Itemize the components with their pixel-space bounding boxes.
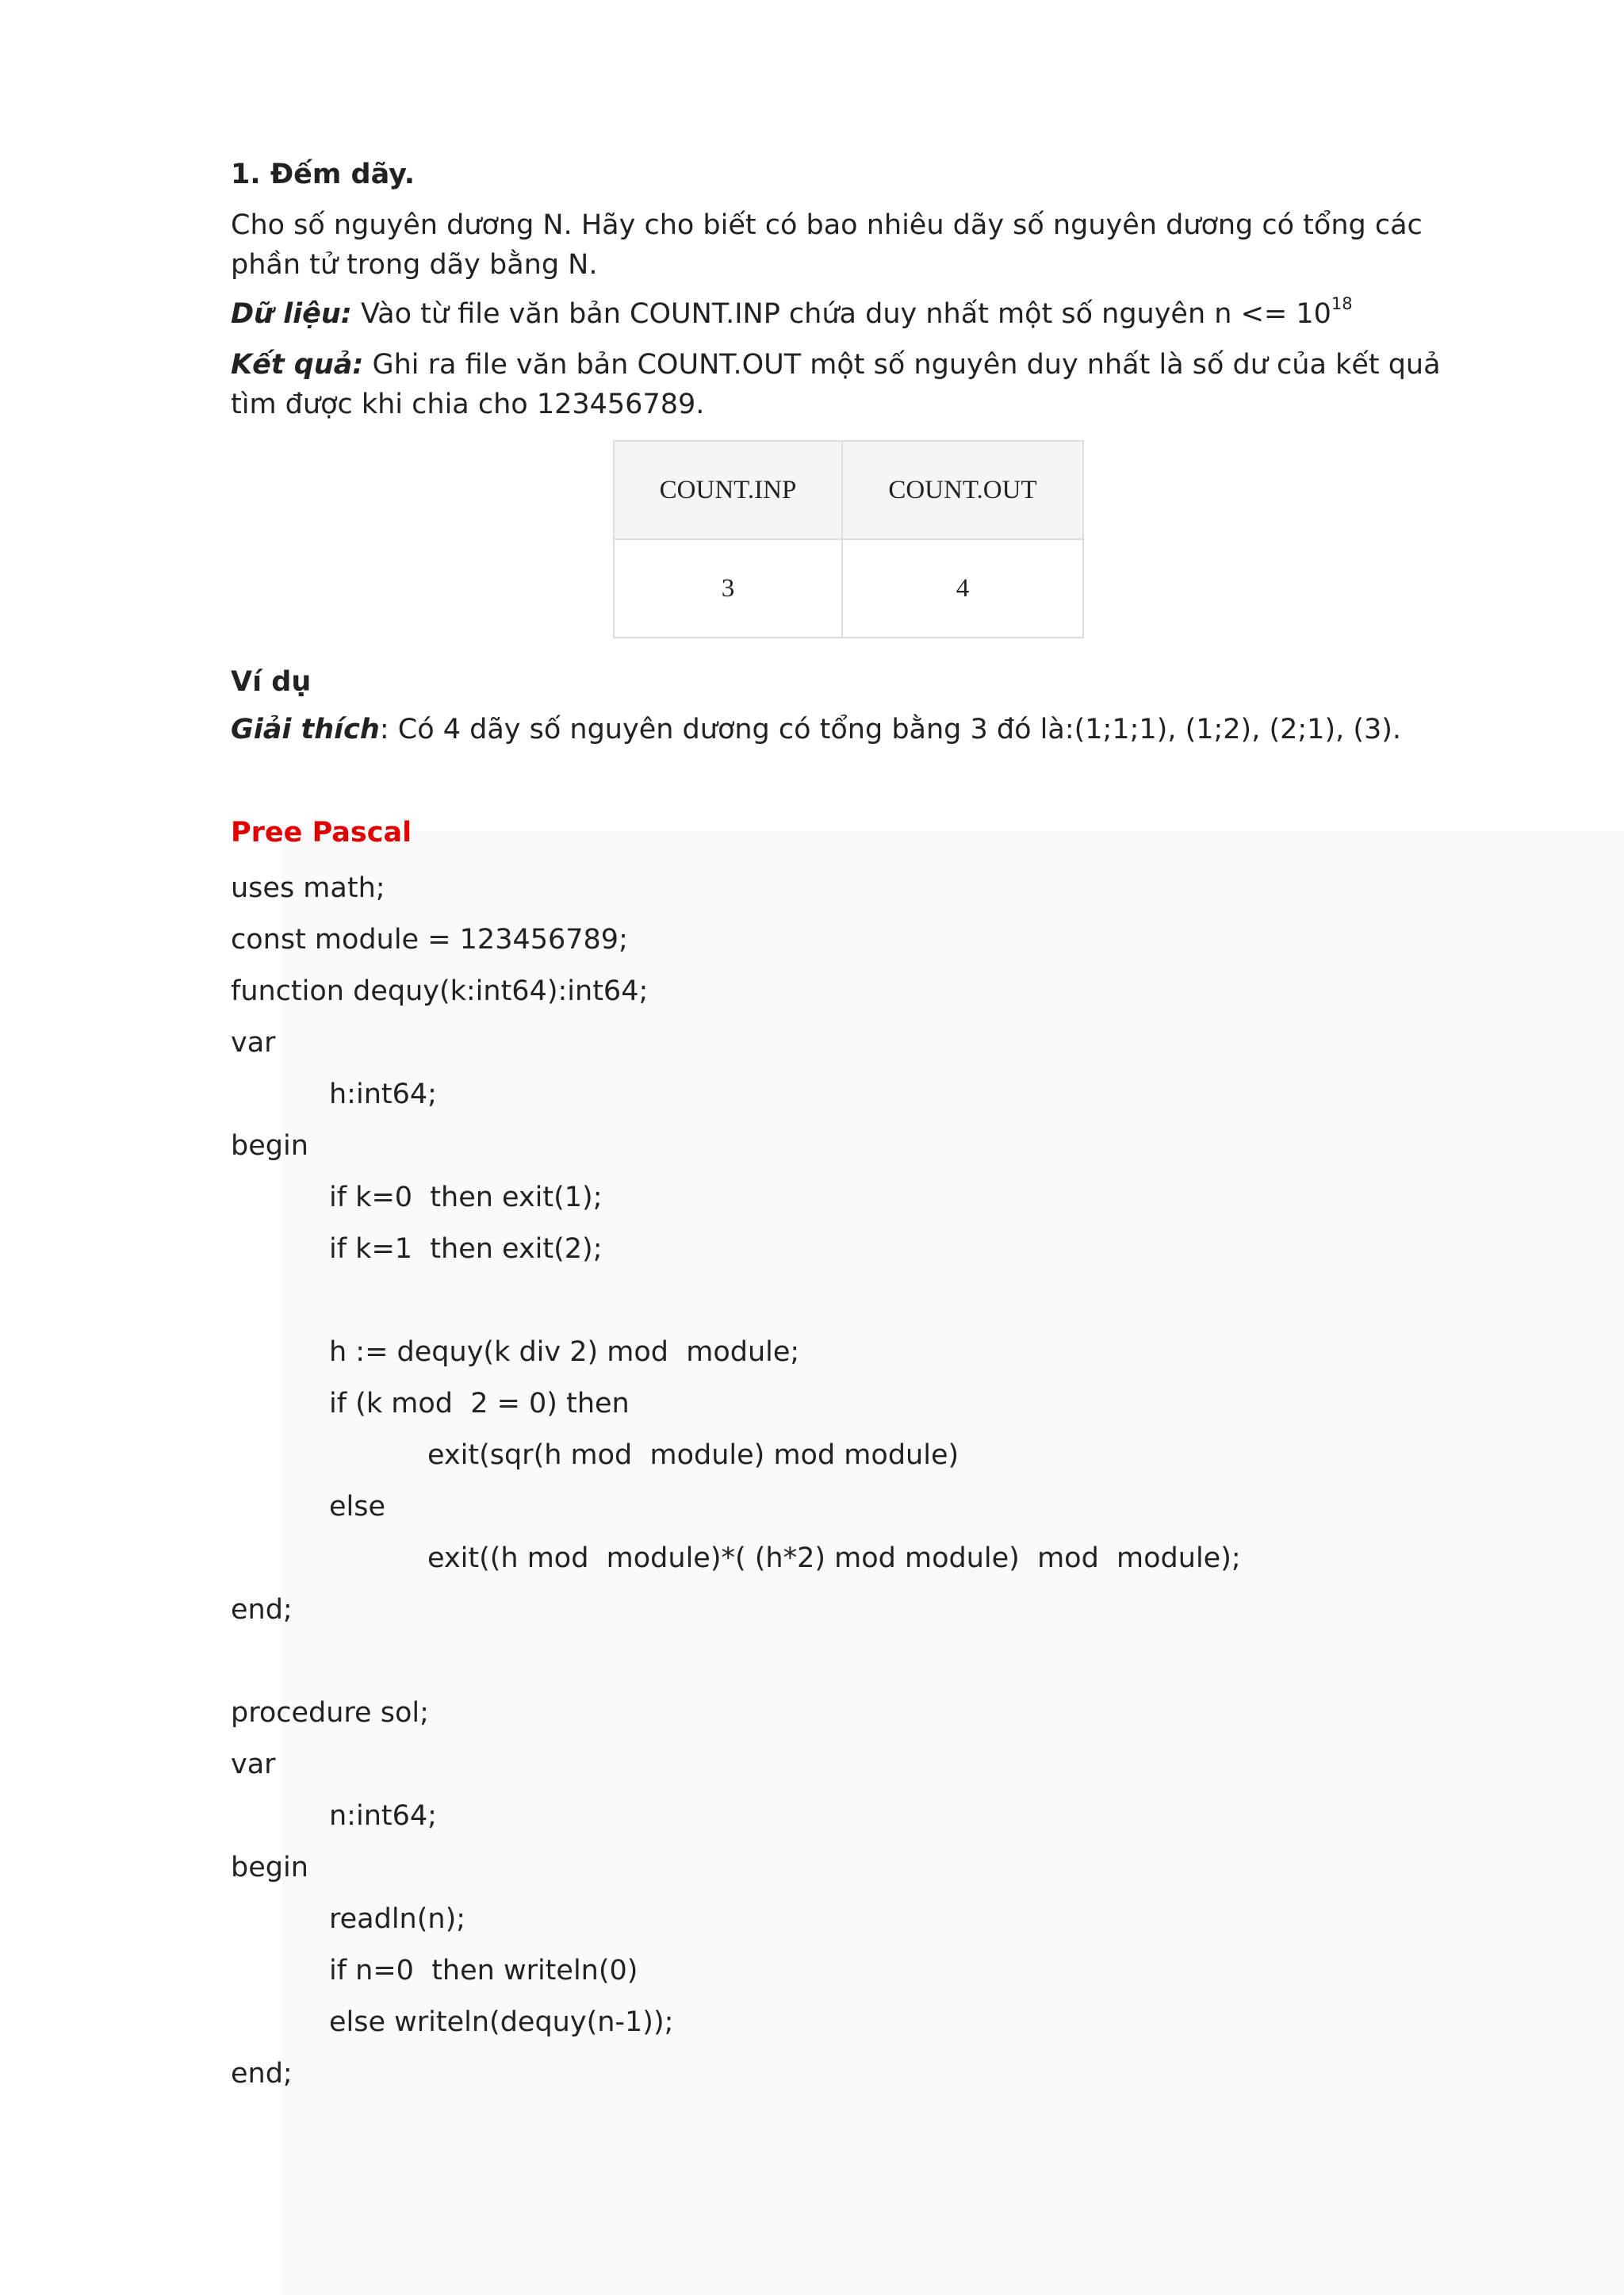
code-block [231,868,1241,2105]
code-line: if k=1 then exit(2); [329,1233,603,1265]
code-line: h:int64; [329,1079,437,1110]
explain-text: : Có 4 dãy số nguyên dương có tổng bằng 3 đó là:(1;1;1), (1;2), (2;1), (3). [379,714,1402,745]
code-line: exit((h mod module)*( (h*2) mod module) mod module); [427,1542,1241,1574]
code-line: if n=0 then writeln(0) [329,1955,638,1987]
problem-title: 1. Đếm dãy. [231,159,416,190]
code-line: n:int64; [329,1800,437,1832]
code-line: procedure sol; [231,1697,429,1729]
document-body [231,155,1468,424]
table-cell-output: 4 [842,539,1083,638]
code-line: h := dequy(k div 2) mod module; [329,1336,800,1368]
code-line: begin [231,1130,308,1162]
code-line: exit(sqr(h mod module) mod module) [427,1439,959,1471]
code-line [231,1281,1241,1332]
code-line: if k=0 then exit(1); [329,1182,603,1213]
code-line: readln(n); [329,1903,466,1935]
output-text: Ghi ra file văn bản COUNT.OUT một số nguyên duy nhất là số dư của kết quả tìm được khi chia cho 123456789. [231,349,1441,420]
table-header-output: COUNT.OUT [842,441,1083,539]
code-line: if (k mod 2 = 0) then [329,1388,630,1420]
code-line: begin [231,1852,308,1883]
table-header-input: COUNT.INP [614,441,842,539]
code-line [231,1642,1241,1693]
code-line: end; [231,1594,293,1626]
input-description [231,294,1468,334]
code-line: var [231,1027,276,1059]
table-row [614,539,1083,638]
code-line: else writeln(dequy(n-1)); [329,2006,674,2038]
output-description [231,345,1468,424]
code-line: function dequy(k:int64):int64; [231,975,649,1007]
code-heading: Pree Pascal [231,817,412,849]
input-label: Dữ liệu: [231,298,352,330]
input-text: Vào từ file văn bản COUNT.INP chứa duy nhất một số nguyên n <= 10 [351,298,1331,330]
example-explanation [231,710,1401,749]
output-label: Kết quả: [231,349,364,381]
table-cell-input: 3 [614,539,842,638]
code-line: const module = 123456789; [231,924,628,956]
table-header-row [614,441,1083,539]
code-line: else [329,1491,386,1523]
problem-statement: Cho số nguyên dương N. Hãy cho biết có bao nhiêu dãy số nguyên dương có tổng các phần tử trong dãy bằng N. [231,209,1423,281]
example-heading: Ví dụ [231,666,312,698]
code-line: end; [231,2058,293,2090]
code-line: uses math; [231,872,385,904]
sample-table [613,440,1084,638]
code-line: var [231,1749,276,1780]
explain-label: Giải thích [231,714,380,745]
input-exponent: 18 [1331,294,1353,314]
